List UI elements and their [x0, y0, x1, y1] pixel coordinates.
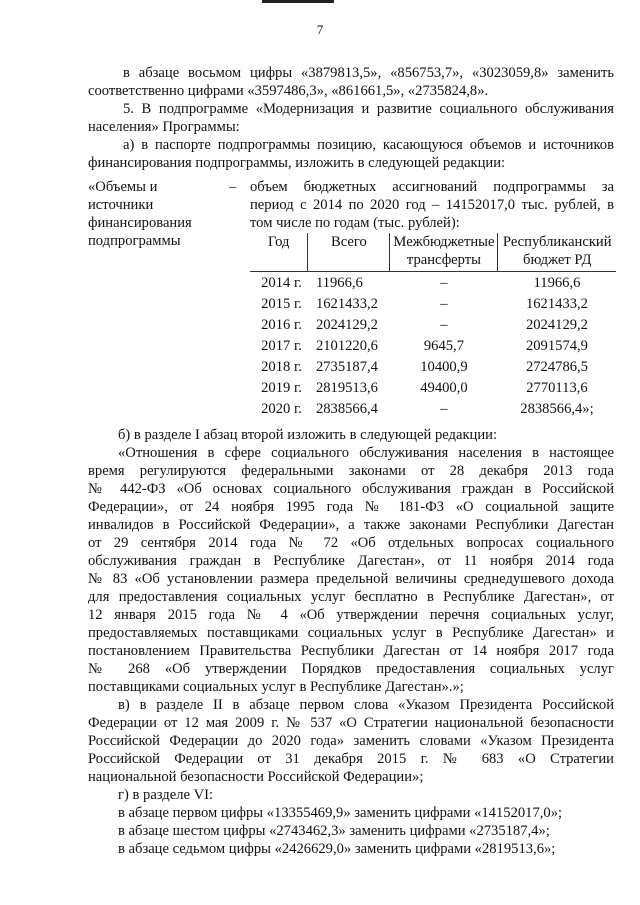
section-b-line: инвалидов в Российской Федерации», а также законами Республики Дагестан [88, 517, 614, 533]
section-g-line: в абзаце первом цифры «13355469,9» заменить цифрами «14152017,0»; [118, 805, 563, 821]
header-republic-budget: Республиканский бюджет РД [498, 233, 616, 272]
section-b-line: от 29 сентября 2014 года № 72 «Об отдельных вопросах социального [88, 535, 614, 551]
cell-year: 2017 г. [261, 337, 302, 354]
cell-total: 2101220,6 [315, 337, 378, 354]
section-b-line: № 268 «Об утверждении Порядков предоставления социальных услуг [88, 661, 614, 677]
passport-label-line: источники [88, 197, 154, 213]
cell-total: 11966,6 [315, 274, 363, 291]
intro-line: в абзаце восьмом цифры «3879813,5», «856753,7», «3023059,8» заменить [123, 65, 614, 81]
cell-total: 2819513,6 [315, 379, 378, 396]
section-b-line: «Отношения в сфере социального обслуживания населения в настоящее [118, 445, 614, 461]
cell-transfers: – [440, 400, 448, 417]
section-b-line: обслуживания граждан в Республике Дагестан», от 11 ноября 2014 года [88, 553, 614, 569]
section-b-line: предоставляемых поставщиками социальных услуг в Республике Дагестан» и [88, 625, 614, 641]
cell-year: 2016 г. [261, 316, 302, 333]
intro-line: 5. В подпрограмме «Модернизация и развитие социального обслуживания [123, 101, 614, 117]
section-c-line: Российской Федерации от 31 декабря 2015 г. № 683 «О Стратегии [88, 751, 614, 767]
header-transfers: Межбюджетные трансферты [390, 233, 498, 272]
cell-year: 2018 г. [261, 358, 302, 375]
intro-line: финансирования подпрограммы, изложить в следующей редакции: [88, 155, 506, 171]
cell-republic: 1621433,2 [525, 295, 588, 312]
passport-dash: – [229, 179, 237, 195]
intro-line: населения» Программы: [88, 119, 240, 135]
cell-year: 2014 г. [261, 274, 302, 291]
cell-transfers: – [440, 316, 448, 333]
cell-transfers: 10400,9 [420, 358, 468, 375]
passport-text-line: том числе по годам (тыс. рублей): [250, 215, 460, 231]
table-row [250, 293, 616, 314]
cell-republic: 2724786,5 [525, 358, 588, 375]
cell-republic: 2091574,9 [525, 337, 588, 354]
header-year: Год [250, 233, 308, 272]
section-c-line: Федерации от 12 мая 2009 г. № 537 «О Стратегии национальной безопасности [88, 715, 614, 731]
section-b-line: постановлением Правительства Республики Дагестан от 14 ноября 2017 года [88, 643, 614, 659]
cell-transfers: 9645,7 [423, 337, 464, 354]
cell-total: 2024129,2 [315, 316, 378, 333]
table-row [250, 398, 616, 419]
cell-total: 2735187,4 [315, 358, 378, 375]
section-c-line: национальной безопасности Российской Федерации»; [88, 769, 424, 785]
budget-table [250, 233, 616, 419]
passport-label-line: подпрограммы [88, 233, 181, 249]
section-g-line: в абзаце шестом цифры «2743462,3» заменить цифрами «2735187,4»; [118, 823, 550, 839]
section-b-line: поставщиками социальных услуг в Республике Дагестан».»; [88, 679, 464, 695]
cell-year: 2020 г. [261, 400, 302, 417]
cell-total: 1621433,2 [315, 295, 378, 312]
page-number: 7 [316, 22, 324, 37]
cell-republic: 2770113,6 [526, 379, 588, 396]
section-g-line: в абзаце седьмом цифры «2426629,0» заменить цифрами «2819513,6»; [118, 841, 556, 857]
table-row [250, 377, 616, 398]
passport-text-line: объем бюджетных ассигнований подпрограммы за [250, 179, 614, 195]
cell-total: 2838566,4 [315, 400, 378, 417]
section-b-line: Федерации», от 24 ноября 1995 года № 181-ФЗ «О социальной защите [88, 499, 614, 515]
cell-republic: 2838566,4»; [520, 400, 594, 417]
table-row [250, 356, 616, 377]
intro-line: а) в паспорте подпрограммы позицию, касающуюся объемов и источников [123, 137, 614, 153]
cell-transfers: 49400,0 [420, 379, 468, 396]
passport-text-line: период с 2014 по 2020 год – 14152017,0 тыс. рублей, в [250, 197, 614, 213]
section-b-line: 12 января 2015 года № 4 «Об утверждении перечня социальных услуг, [88, 607, 614, 623]
section-c-line: в) в разделе II в абзаце первом слова «Указом Президента Российской [118, 697, 614, 713]
section-b-line: для предоставления социальных услуг бесплатно в Республике Дагестан», от [88, 589, 614, 605]
cell-transfers: – [440, 274, 448, 291]
cell-republic: 11966,6 [533, 274, 581, 291]
section-b-line: № 442-ФЗ «Об основах социального обслуживания граждан в Российской [88, 481, 614, 497]
section-g-line: г) в разделе VI: [118, 787, 214, 803]
intro-line: соответственно цифрами «3597486,3», «861661,5», «2735824,8». [88, 83, 489, 99]
cell-year: 2015 г. [261, 295, 302, 312]
table-row [250, 272, 616, 294]
cell-transfers: – [440, 295, 448, 312]
cell-year: 2019 г. [261, 379, 302, 396]
cell-republic: 2024129,2 [525, 316, 588, 333]
section-b-line: время регулируются федеральными законами от 28 декабря 2013 года [88, 463, 614, 479]
table-row [250, 314, 616, 335]
passport-label-line: «Объемы и [88, 179, 158, 195]
scan-top-mark [262, 0, 334, 3]
section-b-line: № 83 «Об установлении размера предельной величины среднедушевого дохода [88, 571, 614, 587]
budget-table-header [250, 233, 616, 272]
table-row [250, 335, 616, 356]
passport-label-line: финансирования [88, 215, 192, 231]
header-total: Всего [308, 233, 390, 272]
section-c-line: Российской Федерации до 2020 года» заменить словами «Указом Президента [88, 733, 614, 749]
section-b-line: б) в разделе I абзац второй изложить в следующей редакции: [118, 427, 498, 443]
